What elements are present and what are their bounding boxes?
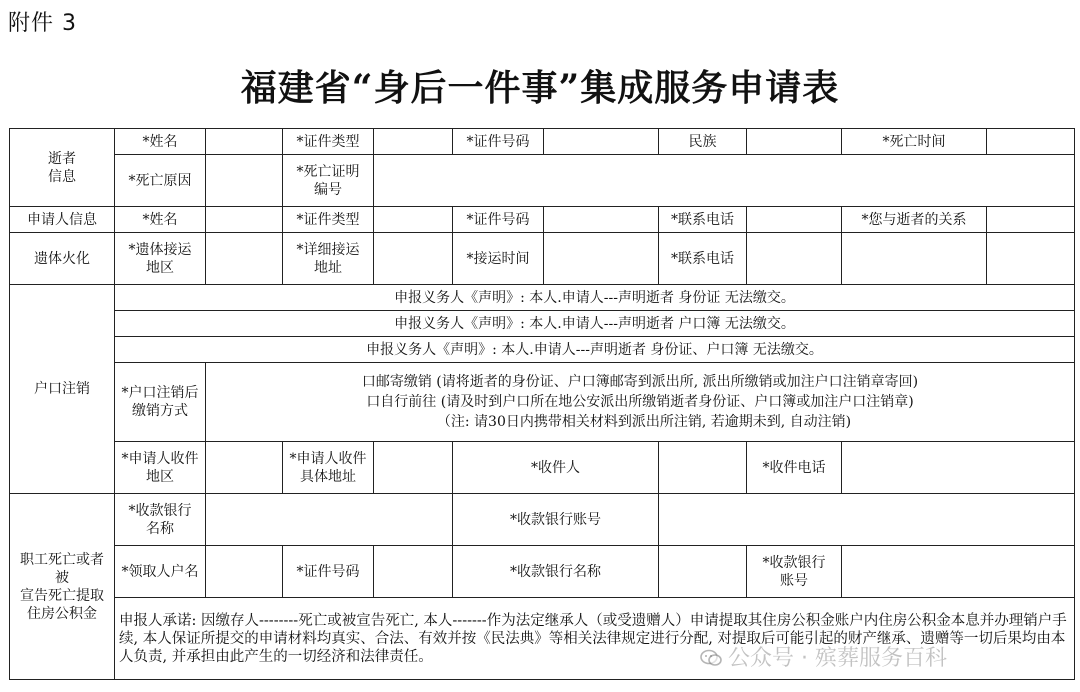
applicant-name-field[interactable] xyxy=(206,207,283,233)
deceased-death-cause-label: *死亡原因 xyxy=(115,155,206,207)
deceased-death-cert-field[interactable] xyxy=(374,155,1075,207)
cremation-pickup-address-label: *详细接运 地址 xyxy=(283,233,374,285)
fund-bank-label: *收款银行 名称 xyxy=(115,494,206,546)
applicant-relation-field[interactable] xyxy=(987,207,1075,233)
recipient-label: *收件人 xyxy=(453,442,659,494)
deceased-death-time-field[interactable] xyxy=(987,129,1075,155)
applicant-phone-label: *联系电话 xyxy=(659,207,747,233)
recv-phone-field[interactable] xyxy=(842,442,1075,494)
fund-bank2-field[interactable] xyxy=(659,546,747,598)
cremation-pickup-area-field[interactable] xyxy=(206,233,283,285)
fund-pledge-text: 申报人承诺: 因缴存人--------死亡或被宣告死亡, 本人-------作为法定继承人（或受遗赠人）申请提取其住房公积金账户内住房公积金本息并办理销户手续, 本人保证所提交的申请材料均真实、合法、有效并按《民法典》等相关法律规定进行分配, 对提取后可能引起的财产继承、遗赠等一切后果均由本人负责, 并承担由此产生的一切经济和法律责任。 xyxy=(115,598,1075,680)
household-method-options xyxy=(206,363,1075,442)
applicant-phone-field[interactable] xyxy=(747,207,842,233)
household-section: 户口注销 xyxy=(10,285,115,494)
attachment-label: 附件 3 xyxy=(8,11,77,36)
application-form xyxy=(9,128,1075,680)
wechat-icon xyxy=(700,649,722,667)
deceased-section: 逝者 信息 xyxy=(10,129,115,207)
deceased-id-type-label: *证件类型 xyxy=(283,129,374,155)
deadline-note: （注: 请30日内携带相关材料到派出所注销, 若逾期未到, 自动注销) xyxy=(436,414,852,430)
cremation-phone-field[interactable] xyxy=(747,233,842,285)
self-visit-option-checkbox[interactable]: 口自行前往 (请及时到户口所在地公安派出所缴销逝者身份证、户口簿或加注户口注销章) xyxy=(366,394,914,410)
fund-account2-field[interactable] xyxy=(842,546,1075,598)
deceased-ethnicity-label: 民族 xyxy=(659,129,747,155)
applicant-relation-label: *您与逝者的关系 xyxy=(842,207,987,233)
recv-phone-label: *收件电话 xyxy=(747,442,842,494)
cremation-pickup-time-label: *接运时间 xyxy=(453,233,544,285)
deceased-death-time-label: *死亡时间 xyxy=(842,129,987,155)
mail-option-checkbox[interactable]: 口邮寄缴销 (请将逝者的身份证、户口簿邮寄到派出所, 派出所缴销或加注户口注销章寄回) xyxy=(361,374,919,390)
applicant-id-type-label: *证件类型 xyxy=(283,207,374,233)
applicant-id-no-field[interactable] xyxy=(544,207,659,233)
deceased-death-cert-label: *死亡证明 编号 xyxy=(283,155,374,207)
page-title: 福建省“身后一件事”集成服务申请表 xyxy=(240,67,840,109)
deceased-name-field[interactable] xyxy=(206,129,283,155)
fund-account2-label: *收款银行 账号 xyxy=(747,546,842,598)
fund-id-no-field[interactable] xyxy=(374,546,453,598)
cremation-phone-label: *联系电话 xyxy=(659,233,747,285)
household-statement-id-card[interactable]: 申报义务人《声明》: 本人.申请人---声明逝者 身份证 无法缴交。 xyxy=(115,285,1075,311)
recv-area-field[interactable] xyxy=(206,442,283,494)
household-statement-hukou-book[interactable]: 申报义务人《声明》: 本人.申请人---声明逝者 户口簿 无法缴交。 xyxy=(115,311,1075,337)
watermark-text: 公众号 · 殡葬服务百科 xyxy=(728,646,947,671)
cremation-pickup-address-field[interactable] xyxy=(374,233,453,285)
applicant-id-type-field[interactable] xyxy=(374,207,453,233)
cremation-pickup-time-field[interactable] xyxy=(544,233,659,285)
cremation-extra-field-1[interactable] xyxy=(842,233,987,285)
fund-bank2-label: *收款银行名称 xyxy=(453,546,659,598)
applicant-id-no-label: *证件号码 xyxy=(453,207,544,233)
deceased-id-no-field[interactable] xyxy=(544,129,659,155)
fund-account-field[interactable] xyxy=(659,494,1075,546)
cremation-extra-field-2[interactable] xyxy=(987,233,1075,285)
fund-heir-name-field[interactable] xyxy=(206,546,283,598)
household-statement-both[interactable]: 申报义务人《声明》: 本人.申请人---声明逝者 身份证、户口簿 无法缴交。 xyxy=(115,337,1075,363)
fund-heir-name-label: *领取人户名 xyxy=(115,546,206,598)
fund-section: 职工死亡或者被 宣告死亡提取 住房公积金 xyxy=(10,494,115,680)
recv-address-field[interactable] xyxy=(374,442,453,494)
deceased-death-cause-field[interactable] xyxy=(206,155,283,207)
deceased-id-no-label: *证件号码 xyxy=(453,129,544,155)
deceased-name-label: *姓名 xyxy=(115,129,206,155)
watermark xyxy=(700,641,947,672)
cremation-pickup-area-label: *遗体接运 地区 xyxy=(115,233,206,285)
recipient-field[interactable] xyxy=(659,442,747,494)
applicant-section: 申请人信息 xyxy=(10,207,115,233)
cremation-section: 遗体火化 xyxy=(10,233,115,285)
deceased-id-type-field[interactable] xyxy=(374,129,453,155)
recv-address-label: *申请人收件 具体地址 xyxy=(283,442,374,494)
fund-account-label: *收款银行账号 xyxy=(453,494,659,546)
applicant-name-label: *姓名 xyxy=(115,207,206,233)
fund-id-no-label: *证件号码 xyxy=(283,546,374,598)
household-method-label: *户口注销后 缴销方式 xyxy=(115,363,206,442)
recv-area-label: *申请人收件 地区 xyxy=(115,442,206,494)
fund-bank-field[interactable] xyxy=(206,494,453,546)
deceased-ethnicity-field[interactable] xyxy=(747,129,842,155)
